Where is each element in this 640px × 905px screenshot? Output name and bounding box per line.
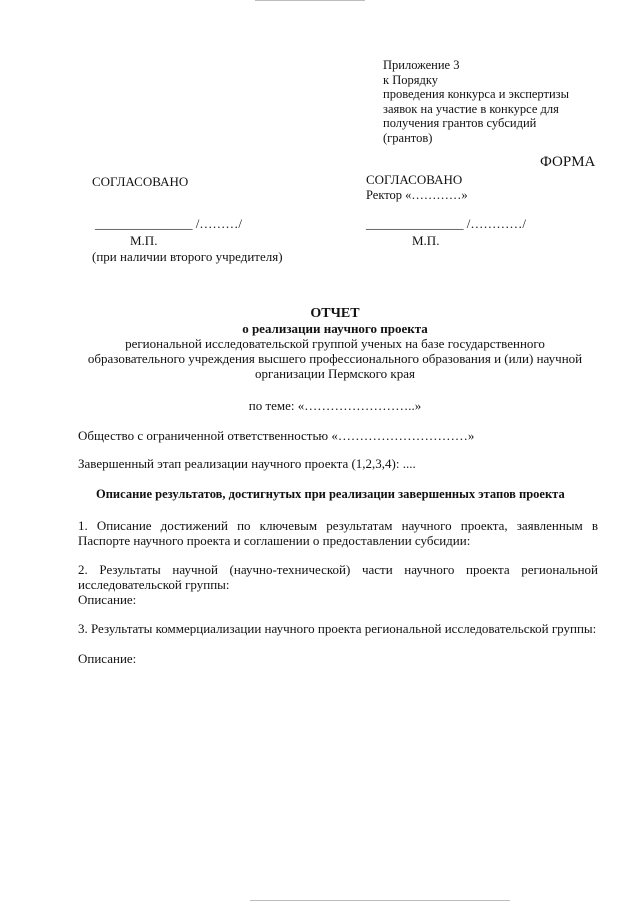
approval-right-title: СОГЛАСОВАНО	[366, 172, 463, 187]
approval-left-note: (при наличии второго учредителя)	[92, 249, 283, 264]
form-label: ФОРМА	[540, 154, 596, 170]
approval-left-title: СОГЛАСОВАНО	[92, 174, 189, 189]
report-topic: по теме: «……………………..»	[248, 398, 422, 413]
appendix-line: заявок на участие в конкурсе для	[383, 101, 559, 116]
report-desc-line: региональной исследовательской группой ученых на базе государственного	[125, 336, 545, 351]
report-desc-line: образовательного учреждения высшего профессионального образования и (или) научной	[87, 351, 583, 366]
approval-left-signature: _______________ /………/	[95, 216, 242, 231]
stage-line: Завершенный этап реализации научного проекта (1,2,3,4): ....	[78, 456, 416, 471]
report-desc-line: организации Пермского края	[255, 366, 415, 381]
list-item: 2. Результаты научной (научно-технической) части научного проекта региональной исследовательской группы:	[78, 562, 598, 592]
section-heading: Описание результатов, достигнутых при реализации завершенных этапов проекта	[96, 487, 565, 501]
approval-left-stamp: М.П.	[130, 233, 158, 248]
appendix-line: к Порядку	[383, 72, 438, 87]
appendix-line: проведения конкурса и экспертизы	[383, 87, 570, 101]
list-item-sub: Описание:	[78, 592, 137, 607]
appendix-line: получения грантов субсидий	[383, 116, 537, 130]
scan-artifact-top	[255, 0, 365, 1]
report-title: ОТЧЕТ	[310, 306, 360, 321]
approval-right-rector: Ректор «…………»	[366, 188, 468, 202]
list-item: 1. Описание достижений по ключевым результатам научного проекта, заявленным в Паспорте научного проекта и соглашении о предоставлении субсидии:	[78, 518, 598, 548]
scan-artifact-bottom	[250, 900, 510, 901]
list-item-sub: Описание:	[78, 651, 137, 666]
approval-right-signature: _______________ /…………/	[366, 216, 526, 231]
list-item: 3. Результаты коммерциализации научного проекта региональной исследовательской группы:	[78, 621, 597, 636]
report-subtitle: о реализации научного проекта	[242, 321, 428, 336]
appendix-line: (грантов)	[383, 130, 433, 145]
report-header	[70, 306, 600, 381]
company-line: Общество с ограниченной ответственностью «…………………………»	[78, 428, 475, 443]
appendix-block	[383, 58, 623, 145]
appendix-line: Приложение 3	[383, 58, 460, 72]
approval-right-stamp: М.П.	[412, 233, 440, 248]
